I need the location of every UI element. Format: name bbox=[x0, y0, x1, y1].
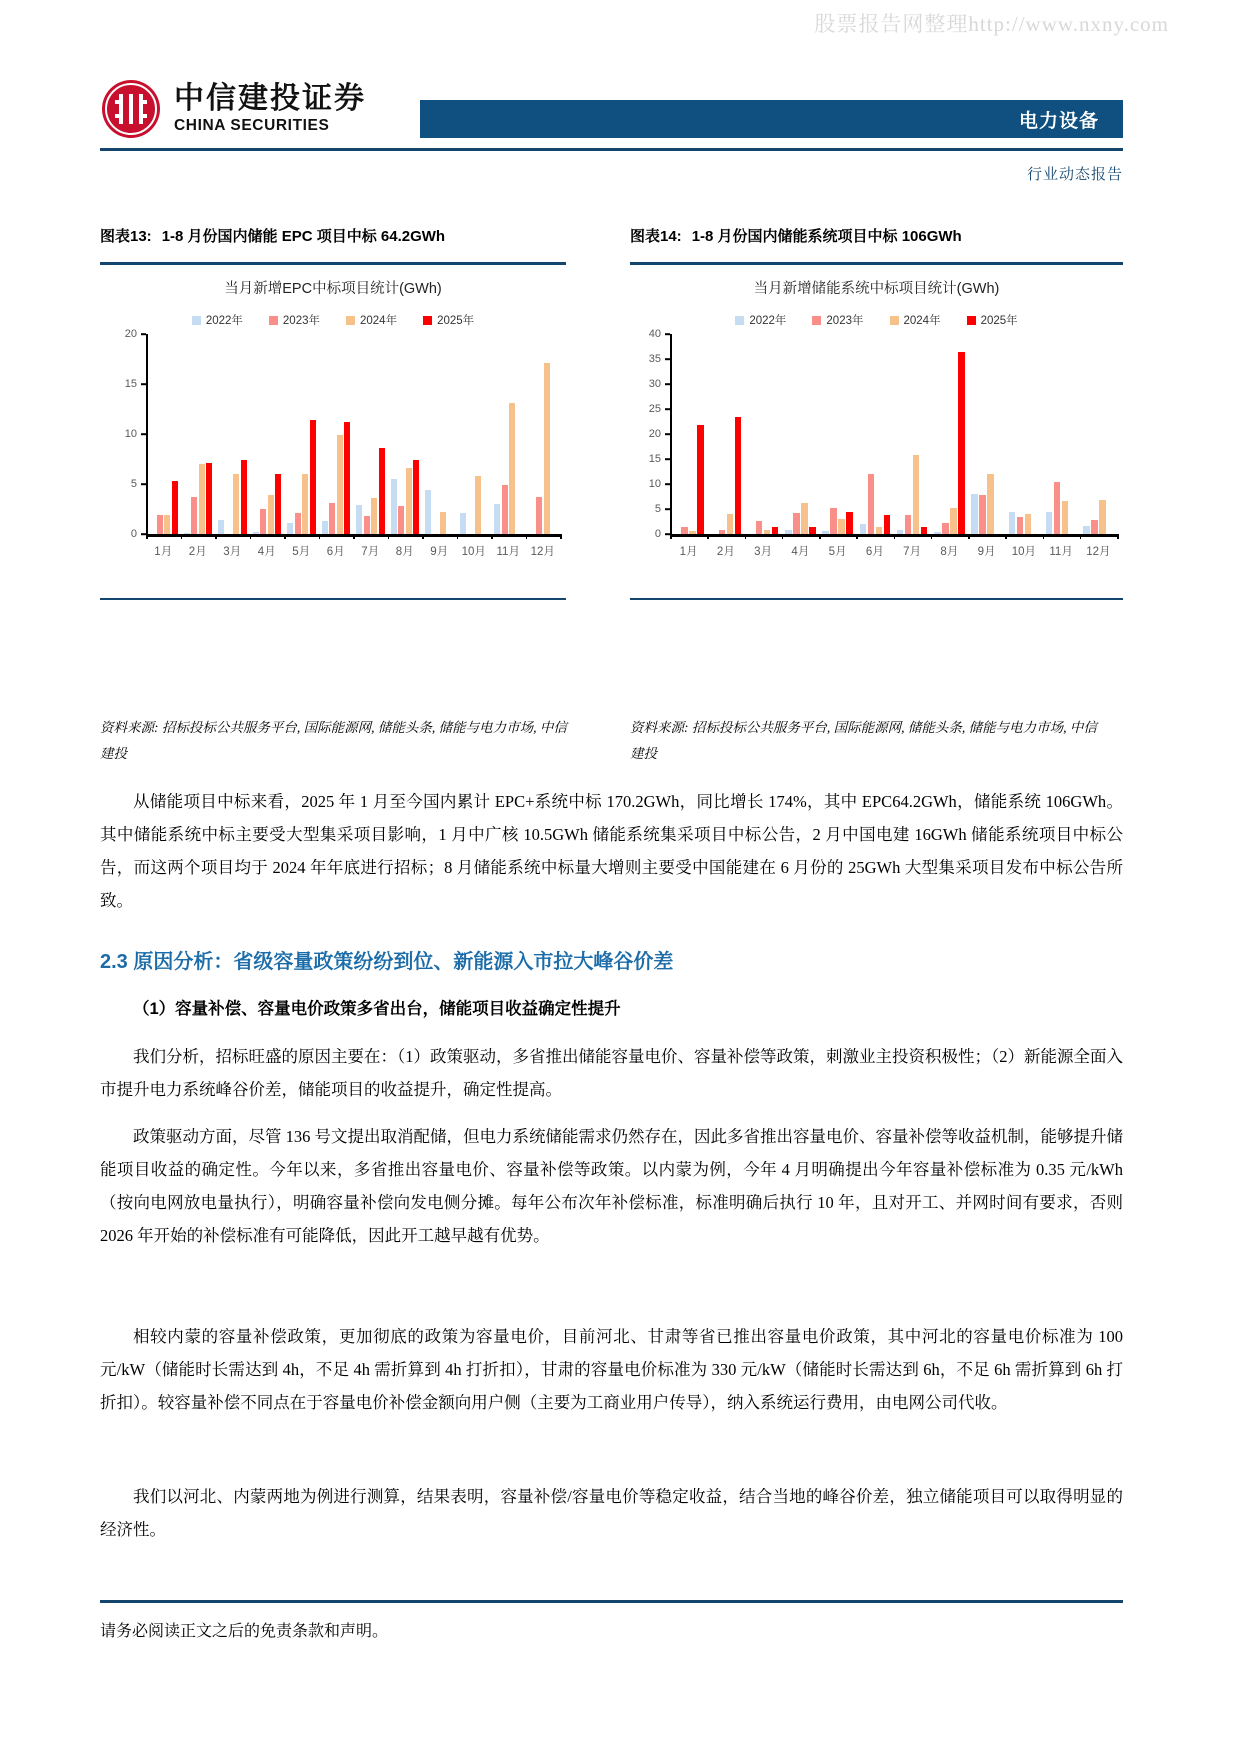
bar-2022年-4月 bbox=[253, 532, 259, 534]
bar-2025年-4月 bbox=[275, 474, 281, 534]
bar-2023年-3月 bbox=[756, 521, 763, 534]
bar-2024年-12月 bbox=[544, 363, 550, 534]
x-axis-tick-mark bbox=[894, 534, 896, 539]
y-axis-tick-mark bbox=[665, 358, 670, 360]
bar-2024年-10月 bbox=[475, 476, 481, 534]
x-axis-tick-mark bbox=[353, 534, 355, 539]
bar-2024年-11月 bbox=[1062, 501, 1069, 535]
body-paragraph-4: 相较内蒙的容量补偿政策，更加彻底的政策为容量电价，目前河北、甘肃等省已推出容量电价政策，其中河北的容量电价标准为 100 元/kW（储能时长需达到 4h，不足 4h 需折算到 4h 打折扣），甘肃的容量电价标准为 330 元/kW（储能时长需达到 6h，不足 6h 需折算到 6h 打折扣）。较容量补偿不同点在于容量电价补偿金额向用户侧（主要为工商业用户传导），纳入系统运行费用，由电网公司代收。 bbox=[100, 1327, 1123, 1412]
bar-2022年-8月 bbox=[391, 479, 397, 534]
x-axis-label-5月: 5月 bbox=[828, 546, 847, 558]
y-axis-line bbox=[670, 334, 672, 534]
y-axis-tick-mark bbox=[665, 408, 670, 410]
y-axis-tick-label: 40 bbox=[648, 328, 661, 340]
bar-2025年-7月 bbox=[921, 527, 928, 534]
x-axis-tick-mark bbox=[819, 534, 821, 539]
bar-2025年-6月 bbox=[884, 515, 891, 534]
bar-2022年-9月 bbox=[425, 490, 431, 534]
y-axis-tick-label: 20 bbox=[648, 428, 661, 440]
bar-2025年-5月 bbox=[310, 420, 316, 534]
figure-14-title: 1-8 月份国内储能系统项目中标 106GWh bbox=[691, 228, 962, 245]
logo-chinese-name: 中信建投证券 bbox=[174, 82, 366, 116]
bar-2022年-11月 bbox=[494, 504, 500, 534]
x-axis-label-11月: 11月 bbox=[496, 546, 520, 558]
x-axis-label-12月: 12月 bbox=[530, 546, 555, 558]
x-axis-tick-mark bbox=[1005, 534, 1007, 539]
bar-2025年-8月 bbox=[958, 352, 965, 535]
figure-14-bottom-rule bbox=[630, 598, 1123, 600]
china-securities-logo-icon bbox=[100, 78, 162, 140]
x-axis-tick-mark bbox=[457, 534, 459, 539]
x-axis-tick-mark bbox=[1117, 534, 1119, 539]
x-axis-tick-mark bbox=[707, 534, 709, 539]
x-axis-tick-mark bbox=[319, 534, 321, 539]
bar-2024年-9月 bbox=[440, 512, 446, 534]
bar-2023年-1月 bbox=[681, 527, 688, 535]
bar-2022年-3月 bbox=[218, 520, 224, 534]
sector-title: 电力设备 bbox=[1018, 110, 1099, 132]
bar-2024年-5月 bbox=[302, 474, 308, 534]
body-paragraph-2: 我们分析，招标旺盛的原因主要在：（1）政策驱动，多省推出储能容量电价、容量补偿等政策，刺激业主投资积极性；（2）新能源全面入市提升电力系统峰谷价差，储能项目的收益提升，确定性提高。 bbox=[100, 1047, 1123, 1099]
bar-2022年-7月 bbox=[356, 505, 362, 534]
x-axis-tick-mark bbox=[250, 534, 252, 539]
legend-swatch-icon bbox=[967, 316, 976, 325]
x-axis-tick-mark bbox=[422, 534, 424, 539]
y-axis-tick-mark bbox=[665, 458, 670, 460]
legend-swatch-icon bbox=[346, 316, 355, 325]
x-axis-label-11月: 11月 bbox=[1049, 546, 1073, 558]
legend-swatch-icon bbox=[192, 316, 201, 325]
bar-2024年-1月 bbox=[164, 515, 170, 534]
bar-2024年-2月 bbox=[727, 514, 734, 535]
bar-2022年-5月 bbox=[822, 531, 829, 534]
figure-13-box bbox=[100, 262, 566, 600]
x-axis-label-1月: 1月 bbox=[679, 546, 698, 558]
y-axis-tick-mark bbox=[141, 483, 146, 485]
legend-label: 2024年 bbox=[360, 315, 398, 327]
legend-swatch-icon bbox=[423, 316, 432, 325]
bar-2023年-4月 bbox=[793, 513, 800, 534]
bar-2024年-6月 bbox=[337, 435, 343, 534]
figure-13-title: 1-8 月份国内储能 EPC 项目中标 64.2GWh bbox=[161, 228, 446, 245]
legend-label: 2023年 bbox=[826, 315, 864, 327]
bar-2022年-7月 bbox=[897, 530, 904, 534]
bar-2023年-2月 bbox=[191, 497, 197, 534]
y-axis-tick-label: 10 bbox=[648, 478, 661, 490]
header-divider bbox=[100, 148, 1123, 151]
legend-swatch-icon bbox=[735, 316, 744, 325]
y-axis-tick-mark bbox=[665, 508, 670, 510]
bar-2023年-11月 bbox=[1054, 482, 1061, 534]
legend-item-2024年 bbox=[346, 312, 397, 328]
figure-13-top-rule bbox=[100, 262, 566, 265]
bar-2025年-6月 bbox=[344, 422, 350, 534]
bar-2024年-7月 bbox=[913, 455, 920, 534]
legend-item-2024年 bbox=[890, 312, 941, 328]
legend-swatch-icon bbox=[269, 316, 278, 325]
bar-2024年-11月 bbox=[509, 403, 515, 534]
x-axis-label-9月: 9月 bbox=[977, 546, 996, 558]
bar-2023年-5月 bbox=[295, 513, 301, 534]
chart-14-legend bbox=[630, 312, 1123, 328]
legend-item-2025年 bbox=[423, 312, 474, 328]
y-axis-tick-mark bbox=[141, 433, 146, 435]
company-logo bbox=[100, 78, 366, 140]
x-axis-tick-mark bbox=[782, 534, 784, 539]
y-axis-tick-mark bbox=[665, 483, 670, 485]
chart-14-title: 当月新增储能系统中标项目统计(GWh) bbox=[753, 281, 1000, 297]
x-axis-tick-mark bbox=[745, 534, 747, 539]
bar-2025年-4月 bbox=[809, 527, 816, 535]
bar-2023年-12月 bbox=[536, 497, 542, 534]
x-axis-tick-mark bbox=[856, 534, 858, 539]
legend-label: 2025年 bbox=[437, 315, 475, 327]
bar-2023年-10月 bbox=[1017, 517, 1024, 534]
bar-2025年-7月 bbox=[379, 448, 385, 534]
body-paragraph-3: 政策驱动方面，尽管 136 号文提出取消配储，但电力系统储能需求仍然存在，因此多省推出容量电价、容量补偿等收益机制，能够提升储能项目收益的确定性。今年以来，多省推出容量电价、容量补偿等政策。以内蒙为例，今年 4 月明确提出今年容量补偿标准为 0.35 元/kWh（按向电网放电量执行），明确容量补偿向发电侧分摊。每年公布次年补偿标准，标准明确后执行 10 年，且对开工、并网时间有要求，否则 2026 年开始的补偿标准有可能降低，因此开工越早越有优势。 bbox=[100, 1127, 1123, 1245]
bar-2023年-1月 bbox=[157, 515, 163, 534]
legend-label: 2022年 bbox=[749, 315, 787, 327]
y-axis-tick-mark bbox=[665, 333, 670, 335]
bar-2023年-7月 bbox=[364, 516, 370, 534]
bar-2024年-12月 bbox=[1099, 500, 1106, 535]
bar-2023年-2月 bbox=[719, 530, 726, 535]
section-heading-2-3: 2.3 原因分析：省级容量政策纷纷到位、新能源入市拉大峰谷价差 bbox=[100, 951, 674, 973]
subsection-heading-1: （1）容量补偿、容量电价政策多省出台，储能项目收益确定性提升 bbox=[133, 1000, 621, 1018]
footer-divider bbox=[100, 1600, 1123, 1603]
y-axis-tick-label: 20 bbox=[124, 328, 137, 340]
x-axis-tick-mark bbox=[526, 534, 528, 539]
bar-2025年-3月 bbox=[772, 527, 779, 534]
bar-2023年-9月 bbox=[979, 495, 986, 534]
bar-2024年-8月 bbox=[406, 468, 412, 534]
x-axis-label-3月: 3月 bbox=[223, 546, 242, 558]
x-axis-label-6月: 6月 bbox=[326, 546, 345, 558]
bar-2022年-8月 bbox=[934, 532, 941, 535]
x-axis-label-7月: 7月 bbox=[361, 546, 380, 558]
y-axis-tick-label: 15 bbox=[124, 378, 137, 390]
bar-2024年-7月 bbox=[371, 498, 377, 534]
x-axis-tick-mark bbox=[491, 534, 493, 539]
y-axis-tick-label: 35 bbox=[648, 353, 661, 365]
x-axis-tick-mark bbox=[670, 534, 672, 539]
figure-14-number: 图表14: bbox=[630, 228, 682, 245]
bar-2024年-3月 bbox=[764, 530, 771, 534]
bar-2024年-9月 bbox=[987, 474, 994, 535]
chart-13-title: 当月新增EPC中标项目统计(GWh) bbox=[224, 281, 442, 297]
bar-2022年-11月 bbox=[1046, 512, 1053, 534]
chart-13-legend bbox=[100, 312, 566, 328]
figure-13-number: 图表13: bbox=[100, 228, 152, 245]
bar-2025年-8月 bbox=[413, 460, 419, 534]
bar-2024年-2月 bbox=[199, 464, 205, 534]
bar-2023年-5月 bbox=[830, 508, 837, 534]
y-axis-tick-mark bbox=[665, 433, 670, 435]
bar-2024年-4月 bbox=[801, 503, 808, 534]
y-axis-tick-label: 30 bbox=[648, 378, 661, 390]
bar-2024年-8月 bbox=[950, 508, 957, 534]
x-axis-tick-mark bbox=[388, 534, 390, 539]
bar-2024年-4月 bbox=[268, 495, 274, 534]
y-axis-tick-label: 25 bbox=[648, 403, 661, 415]
bar-2022年-9月 bbox=[971, 494, 978, 535]
legend-label: 2025年 bbox=[980, 315, 1018, 327]
figure-13-source: 资料来源: 招标投标公共服务平台, 国际能源网, 储能头条, 储能与电力市场, 中信建投 bbox=[100, 720, 567, 762]
bar-2025年-2月 bbox=[735, 417, 742, 535]
figure-14-top-rule bbox=[630, 262, 1123, 265]
figure-14-caption bbox=[630, 225, 962, 246]
x-axis-label-8月: 8月 bbox=[395, 546, 414, 558]
x-axis-label-2月: 2月 bbox=[188, 546, 207, 558]
bar-2022年-10月 bbox=[460, 513, 466, 534]
bar-2025年-1月 bbox=[697, 425, 704, 534]
y-axis-line bbox=[146, 334, 148, 534]
x-axis-tick-mark bbox=[284, 534, 286, 539]
sector-title-band bbox=[420, 100, 1123, 138]
bar-2022年-5月 bbox=[287, 523, 293, 534]
figure-14-box bbox=[630, 262, 1123, 600]
report-type-label: 行业动态报告 bbox=[1026, 166, 1123, 183]
bar-2023年-6月 bbox=[329, 503, 335, 534]
x-axis-tick-mark bbox=[146, 534, 148, 539]
chart-13-plot bbox=[100, 328, 566, 592]
footer-disclaimer: 请务必阅读正文之后的免责条款和声明。 bbox=[100, 1623, 389, 1640]
y-axis-tick-label: 0 bbox=[654, 528, 661, 540]
x-axis-label-6月: 6月 bbox=[865, 546, 884, 558]
x-axis-label-7月: 7月 bbox=[903, 546, 922, 558]
legend-item-2023年 bbox=[269, 312, 320, 328]
x-axis-tick-mark bbox=[560, 534, 562, 539]
body-paragraph-5: 我们以河北、内蒙两地为例进行测算，结果表明，容量补偿/容量电价等稳定收益，结合当地的峰谷价差，独立储能项目可以取得明显的经济性。 bbox=[100, 1487, 1123, 1539]
bar-2025年-5月 bbox=[846, 512, 853, 534]
bar-2025年-3月 bbox=[241, 460, 247, 534]
legend-swatch-icon bbox=[812, 316, 821, 325]
logo-english-name: CHINA SECURITIES bbox=[174, 116, 330, 134]
y-axis-tick-mark bbox=[141, 333, 146, 335]
bar-2023年-4月 bbox=[260, 509, 266, 534]
bar-2022年-10月 bbox=[1009, 512, 1016, 535]
bar-2022年-12月 bbox=[1083, 526, 1090, 535]
x-axis-label-9月: 9月 bbox=[430, 546, 449, 558]
y-axis-tick-label: 0 bbox=[130, 528, 137, 540]
bar-2025年-2月 bbox=[206, 463, 212, 534]
figure-13-caption bbox=[100, 225, 445, 246]
legend-swatch-icon bbox=[890, 316, 899, 325]
body-paragraph-1: 从储能项目中标来看，2025 年 1 月至今国内累计 EPC+系统中标 170.2GWh，同比增长 174%，其中 EPC64.2GWh，储能系统 106GWh。其中储能系统中标主要受大型集采项目影响，1 月中广核 10.5GWh 储能系统集采项目中标公告，2 月中国电建 16GWh 储能系统项目中标公告，而这两个项目均于 2024 年年底进行招标；8 月储能系统中标量大增则主要受中国能建在 6 月份的 25GWh 大型集采项目发布中标公告所致。 bbox=[100, 792, 1123, 910]
bar-2025年-1月 bbox=[172, 481, 178, 534]
x-axis-label-12月: 12月 bbox=[1086, 546, 1111, 558]
x-axis-tick-mark bbox=[1043, 534, 1045, 539]
bar-2024年-1月 bbox=[689, 531, 696, 534]
legend-label: 2022年 bbox=[205, 315, 243, 327]
bar-2024年-5月 bbox=[838, 519, 845, 535]
y-axis-tick-label: 10 bbox=[124, 428, 137, 440]
figure-13-bottom-rule bbox=[100, 598, 566, 600]
y-axis-tick-label: 5 bbox=[130, 478, 137, 490]
x-axis-tick-mark bbox=[968, 534, 970, 539]
x-axis-label-1月: 1月 bbox=[154, 546, 173, 558]
y-axis-tick-label: 15 bbox=[648, 453, 661, 465]
x-axis-label-8月: 8月 bbox=[940, 546, 959, 558]
legend-item-2025年 bbox=[967, 312, 1018, 328]
x-axis-label-4月: 4月 bbox=[257, 546, 276, 558]
x-axis-label-10月: 10月 bbox=[1011, 546, 1037, 558]
x-axis-label-2月: 2月 bbox=[716, 546, 735, 558]
x-axis-label-4月: 4月 bbox=[791, 546, 810, 558]
chart-14-plot bbox=[630, 328, 1123, 592]
bar-2023年-7月 bbox=[905, 515, 912, 535]
legend-label: 2023年 bbox=[282, 315, 320, 327]
y-axis-tick-mark bbox=[141, 383, 146, 385]
bar-2022年-6月 bbox=[322, 521, 328, 534]
y-axis-tick-label: 5 bbox=[654, 503, 661, 515]
bar-2022年-6月 bbox=[860, 524, 867, 534]
bar-2023年-12月 bbox=[1091, 520, 1098, 535]
legend-item-2023年 bbox=[812, 312, 863, 328]
bar-2024年-10月 bbox=[1025, 514, 1032, 535]
y-axis-tick-mark bbox=[665, 383, 670, 385]
bar-2023年-8月 bbox=[398, 506, 404, 534]
x-axis-label-5月: 5月 bbox=[292, 546, 311, 558]
bar-2024年-3月 bbox=[233, 474, 239, 534]
x-axis-tick-mark bbox=[931, 534, 933, 539]
x-axis-label-10月: 10月 bbox=[461, 546, 486, 558]
bar-2022年-2月 bbox=[184, 533, 190, 534]
bar-2022年-4月 bbox=[785, 530, 792, 535]
bar-2023年-8月 bbox=[942, 523, 949, 534]
x-axis-label-3月: 3月 bbox=[754, 546, 773, 558]
bar-2023年-11月 bbox=[502, 485, 508, 534]
legend-item-2022年 bbox=[735, 312, 786, 328]
x-axis-tick-mark bbox=[181, 534, 183, 539]
legend-label: 2024年 bbox=[903, 315, 941, 327]
figure-14-source: 资料来源: 招标投标公共服务平台, 国际能源网, 储能头条, 储能与电力市场, 中信建投 bbox=[630, 720, 1097, 762]
watermark-text: 股票报告网整理http://www.nxny.com bbox=[814, 12, 1169, 36]
bar-2024年-6月 bbox=[876, 527, 883, 534]
bar-2023年-6月 bbox=[868, 474, 875, 535]
x-axis-tick-mark bbox=[215, 534, 217, 539]
x-axis-tick-mark bbox=[1080, 534, 1082, 539]
legend-item-2022年 bbox=[192, 312, 243, 328]
